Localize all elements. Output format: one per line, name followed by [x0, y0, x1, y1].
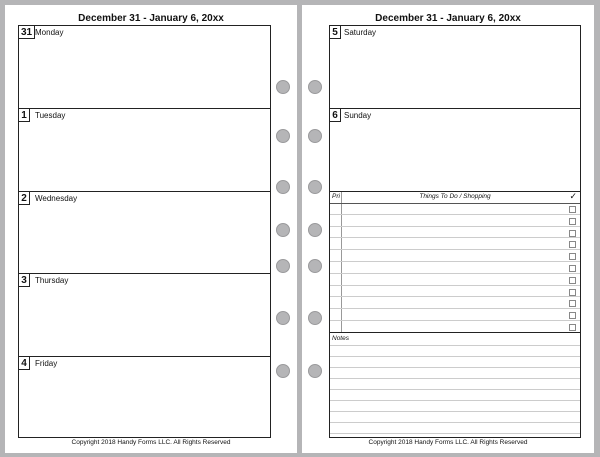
checkbox[interactable]	[569, 253, 576, 260]
right-planner-page	[302, 5, 594, 453]
todo-rows	[330, 203, 580, 332]
checkbox[interactable]	[569, 218, 576, 225]
todo-title: Things To Do / Shopping	[419, 193, 491, 200]
day-block-wednesday[interactable]	[19, 192, 270, 274]
binder-hole	[276, 364, 290, 378]
checkmark-icon: ✓	[569, 191, 577, 201]
day-number: 3	[19, 274, 30, 287]
checkbox[interactable]	[569, 324, 576, 331]
day-number: 6	[330, 109, 341, 122]
week-title: December 31 - January 6, 20xx	[78, 13, 224, 24]
day-name: Sunday	[344, 111, 372, 120]
day-block-thursday[interactable]	[19, 274, 270, 357]
day-block-saturday[interactable]	[330, 26, 580, 109]
binder-hole	[308, 180, 322, 194]
todo-row[interactable]	[330, 238, 580, 250]
week-title: December 31 - January 6, 20xx	[375, 13, 521, 24]
weekday-frame	[18, 25, 271, 438]
todo-row[interactable]	[330, 286, 580, 298]
day-number: 31	[19, 26, 35, 39]
day-block-sunday[interactable]	[330, 109, 580, 191]
notes-label: Notes	[332, 335, 349, 342]
binder-hole	[276, 259, 290, 273]
day-name: Saturday	[344, 28, 377, 37]
checkbox[interactable]	[569, 230, 576, 237]
note-line	[330, 356, 580, 357]
checkbox[interactable]	[569, 289, 576, 296]
day-block-monday[interactable]	[19, 26, 270, 109]
checkbox[interactable]	[569, 265, 576, 272]
note-line	[330, 389, 580, 390]
day-name: Tuesday	[35, 111, 66, 120]
checkbox[interactable]	[569, 241, 576, 248]
note-line	[330, 422, 580, 423]
copyright-footer: Copyright 2018 Handy Forms LLC. All Rights Reserved	[368, 439, 528, 446]
checkbox[interactable]	[569, 206, 576, 213]
binder-hole	[308, 364, 322, 378]
binder-hole	[276, 80, 290, 94]
note-line	[330, 411, 580, 412]
priority-label: Pri	[332, 193, 340, 200]
todo-row[interactable]	[330, 274, 580, 286]
day-number: 2	[19, 192, 30, 205]
checkbox[interactable]	[569, 277, 576, 284]
day-name: Friday	[35, 359, 58, 368]
todo-row[interactable]	[330, 262, 580, 274]
weekend-frame	[329, 25, 581, 438]
note-line	[330, 400, 580, 401]
binder-hole	[308, 80, 322, 94]
day-block-friday[interactable]	[19, 357, 270, 437]
note-line	[330, 433, 580, 434]
note-line	[330, 345, 580, 346]
todo-row[interactable]	[330, 215, 580, 227]
todo-row[interactable]	[330, 297, 580, 309]
note-line	[330, 378, 580, 379]
binder-hole	[308, 223, 322, 237]
day-name: Wednesday	[35, 194, 78, 203]
day-number: 5	[330, 26, 341, 39]
binder-hole	[308, 311, 322, 325]
binder-hole	[276, 129, 290, 143]
day-name: Monday	[35, 28, 64, 37]
binder-hole	[276, 311, 290, 325]
checkbox[interactable]	[569, 300, 576, 307]
day-name: Thursday	[35, 276, 69, 285]
note-line	[330, 367, 580, 368]
left-planner-page	[5, 5, 297, 453]
day-number: 1	[19, 109, 30, 122]
copyright-footer: Copyright 2018 Handy Forms LLC. All Rights Reserved	[71, 439, 231, 446]
todo-row[interactable]	[330, 227, 580, 239]
todo-row[interactable]	[330, 309, 580, 321]
checkbox[interactable]	[569, 312, 576, 319]
day-block-tuesday[interactable]	[19, 109, 270, 192]
day-number: 4	[19, 357, 30, 370]
todo-row[interactable]	[330, 321, 580, 333]
todo-row[interactable]	[330, 203, 580, 215]
binder-hole	[308, 129, 322, 143]
binder-hole	[308, 259, 322, 273]
notes-section[interactable]	[330, 333, 580, 437]
todo-list	[330, 191, 580, 333]
binder-hole	[276, 223, 290, 237]
todo-row[interactable]	[330, 250, 580, 262]
binder-hole	[276, 180, 290, 194]
